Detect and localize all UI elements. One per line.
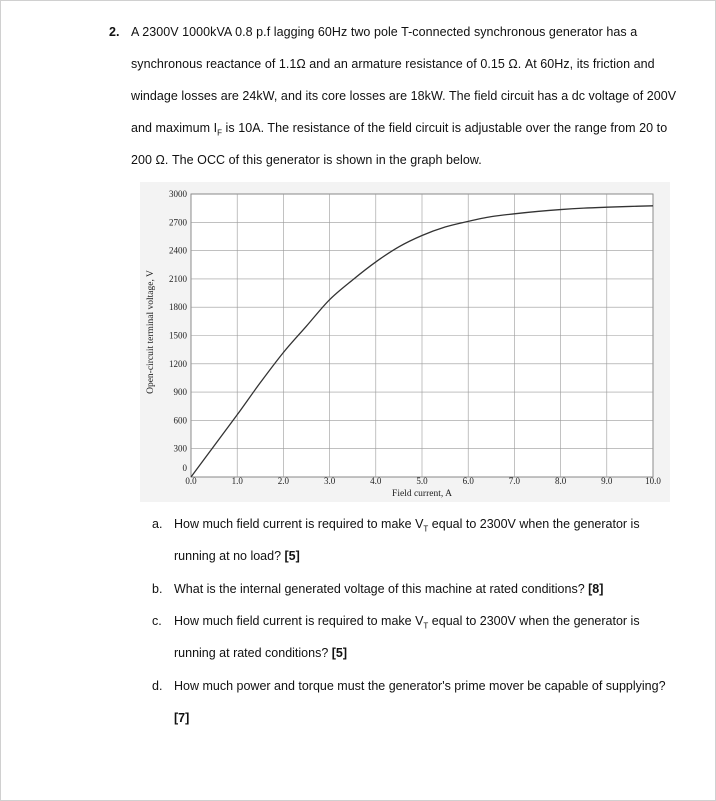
- question-line-2: synchronous reactance of 1.1Ω and an armature resistance of 0.15 Ω. At 60Hz, its friction and: [131, 57, 655, 71]
- x-tick-label: 6.0: [462, 476, 474, 486]
- y-tick-label: 0: [182, 463, 187, 473]
- part-c-subscript: T: [423, 621, 429, 631]
- part-a-line-2: [174, 549, 300, 563]
- x-tick-label: 0.0: [185, 476, 197, 486]
- part-b-label: b.: [152, 582, 163, 596]
- x-tick-label: 5.0: [416, 476, 428, 486]
- question-number: 2.: [109, 25, 120, 39]
- part-a-line-2-text: running at no load?: [174, 549, 285, 563]
- occ-chart: [140, 182, 670, 502]
- part-d-label: d.: [152, 679, 163, 693]
- question-line-5: 200 Ω. The OCC of this generator is shown in the graph below.: [131, 153, 482, 167]
- part-d-line-1: How much power and torque must the generator's prime mover be capable of supplying?: [174, 679, 666, 693]
- part-c-line-1: [174, 614, 640, 631]
- part-d-marks: [7]: [174, 711, 190, 725]
- question-line-4-rest: is 10A. The resistance of the field circuit is adjustable over the range from 20 to: [222, 121, 668, 135]
- y-tick-label: 2400: [169, 245, 187, 256]
- x-tick-label: 9.0: [601, 476, 613, 486]
- y-tick-label: 1500: [169, 330, 187, 341]
- x-tick-label: 10.0: [645, 476, 661, 486]
- part-c-label: c.: [152, 614, 162, 628]
- part-a-line-1-start: How much field current is required to make V: [174, 517, 424, 531]
- field-current-subscript: F: [217, 128, 223, 138]
- question-line-4: [131, 121, 667, 138]
- x-tick-label: 2.0: [277, 476, 290, 486]
- x-tick-label: 8.0: [554, 476, 567, 486]
- part-a-line-1-rest: equal to 2300V when the generator is: [428, 517, 640, 531]
- part-b-line-1: [174, 582, 603, 596]
- occ-chart-svg: [140, 182, 670, 502]
- x-tick-label: 3.0: [323, 476, 336, 486]
- x-tick-label: 4.0: [370, 476, 382, 486]
- part-d-line-2: [174, 711, 189, 725]
- y-tick-label: 2700: [169, 217, 187, 228]
- part-b-line-1-text: What is the internal generated voltage of this machine at rated conditions?: [174, 582, 589, 596]
- y-tick-label: 1200: [169, 358, 187, 369]
- y-tick-label: 600: [173, 415, 187, 426]
- part-c-line-1-start: How much field current is required to make V: [174, 614, 424, 628]
- x-tick-label: 1.0: [231, 476, 243, 486]
- y-tick-label: 900: [173, 387, 187, 398]
- part-c-marks: [5]: [331, 646, 348, 660]
- question-line-3: windage losses are 24kW, and its core losses are 18kW. The field circuit has a dc voltage of 200V: [131, 89, 677, 103]
- y-tick-label: 1800: [169, 302, 187, 313]
- y-tick-label: 2100: [169, 273, 187, 284]
- part-a-line-1: [174, 517, 640, 534]
- part-a-label: a.: [152, 517, 163, 531]
- x-axis-title: Field current, A: [392, 489, 452, 499]
- question-line-1: A 2300V 1000kVA 0.8 p.f lagging 60Hz two pole T-connected synchronous generator has a: [131, 25, 638, 39]
- y-tick-label: 3000: [169, 189, 187, 199]
- part-a-subscript: T: [423, 524, 429, 534]
- part-b-marks: [8]: [588, 582, 604, 596]
- part-c-line-2: [174, 646, 347, 660]
- part-c-line-2-text: running at rated conditions?: [174, 646, 332, 660]
- part-a-marks: [5]: [284, 549, 300, 563]
- y-tick-label: 300: [173, 443, 187, 454]
- y-axis-title: Open-circuit terminal voltage, V: [146, 270, 156, 394]
- x-tick-label: 7.0: [508, 476, 521, 486]
- question-line-4-start: and maximum I: [131, 121, 218, 135]
- part-c-line-1-rest: equal to 2300V when the generator is: [428, 614, 640, 628]
